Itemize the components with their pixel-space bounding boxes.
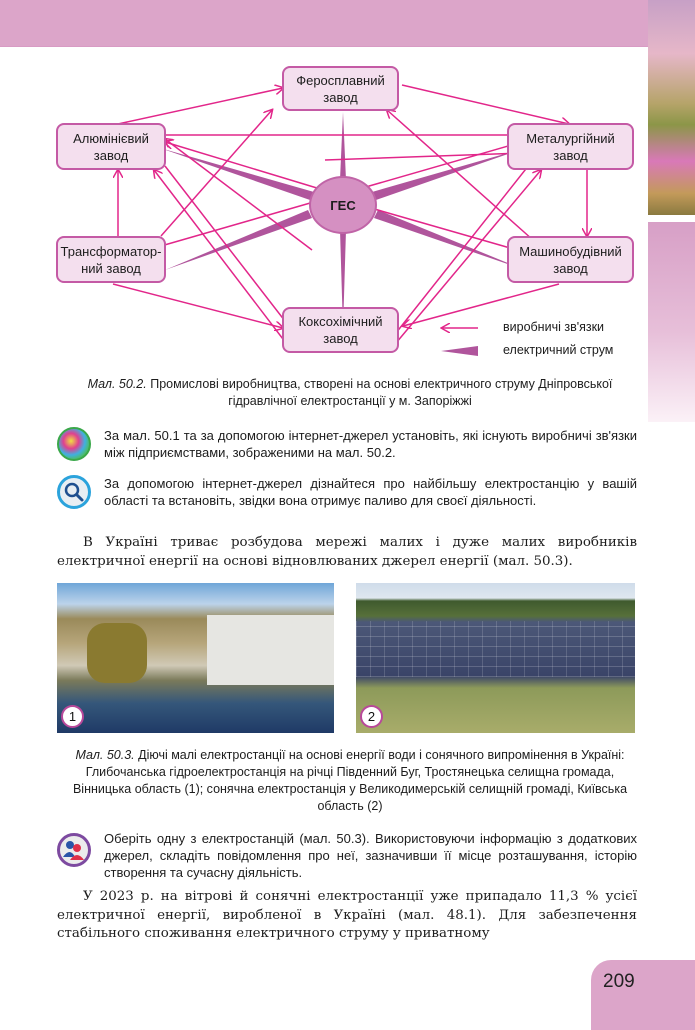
task-production-links: За мал. 50.1 та за допомогою інтернет-джерел установіть, які існують виробничі зв'язки між підприємствами, зображеними на мал. 50.2. bbox=[104, 428, 637, 460]
paragraph-renewable-network: В Україні триває розбудова мережі малих і дуже малих виробників електричної енергії на основі відновлюваних джерел енергії (мал. 50.3). bbox=[57, 535, 637, 569]
photo-number-badge: 1 bbox=[61, 705, 84, 728]
node-machine-building-plant: Машинобудівний завод bbox=[507, 236, 634, 283]
task-largest-power-plant: За допомогою інтернет-джерел дізнайтеся про найбільшу електростанцію у вашій області та встановіть, звідки вона отримує паливо для своєї діяльності. bbox=[104, 476, 637, 508]
puzzle-icon bbox=[57, 427, 91, 461]
side-decorative-band bbox=[648, 222, 695, 422]
header-band bbox=[0, 0, 648, 47]
photo-solar-plant bbox=[356, 583, 635, 733]
node-transformer-plant: Трансформатор- ний завод bbox=[56, 236, 166, 283]
node-hydro-power-plant: ГЕС bbox=[309, 176, 377, 234]
figure-caption-50-2: Мал. 50.2. Промислові виробництва, створені на основі електричного струму Дніпровської гідравлічної електростанції у м. Запоріжжі bbox=[87, 377, 613, 408]
dam-building bbox=[207, 615, 334, 685]
node-aluminum-plant: Алюмінієвий завод bbox=[56, 123, 166, 170]
task-choose-power-plant: Оберіть одну з електростанцій (мал. 50.3). Використовуючи інформацію з додаткових джерел, складіть повідомлення про неї, зазначивши її місце розташування, історію створення та сучасну діяльність. bbox=[104, 831, 637, 880]
photo-hydroelectric-plant bbox=[57, 583, 334, 733]
node-ferroalloy-plant: Феросплавний завод bbox=[282, 66, 399, 111]
page-number: 209 bbox=[603, 971, 635, 992]
decorative-landscape-photo bbox=[648, 0, 695, 215]
industry-diagram bbox=[40, 60, 650, 360]
legend-electric-current: електричний струм bbox=[503, 343, 614, 357]
people-icon bbox=[57, 833, 91, 867]
node-coke-chemical-plant: Коксохімічний завод bbox=[282, 307, 399, 353]
figure-caption-50-3: Мал. 50.3. Діючі малі електростанції на основі енергії води і сонячного випромінення в Україні: Глибочанська гідроелектростанція на річці Південний Буг, Тростянецька селищна громада, Вінницька область (1); сонячна електростанція у Великодимерській селищній громаді, Київська область (2) bbox=[72, 748, 628, 813]
node-metallurgical-plant: Металургійний завод bbox=[507, 123, 634, 170]
legend-production-links: виробничі зв'язки bbox=[503, 320, 605, 334]
page-number-tab bbox=[591, 960, 695, 1030]
photo-number-badge: 2 bbox=[360, 705, 383, 728]
paragraph-wind-solar-share: У 2023 р. на вітрові й сонячні електростанції уже припадало 11,3 % усієї електричної енергії, виробленої в Україні (мал. 48.1). Для забезпечення стабільного споживання електричного струму у приватному bbox=[57, 889, 637, 941]
autumn-trees bbox=[87, 623, 147, 683]
magnifier-icon bbox=[57, 475, 91, 509]
solar-panel-rows bbox=[356, 621, 635, 677]
